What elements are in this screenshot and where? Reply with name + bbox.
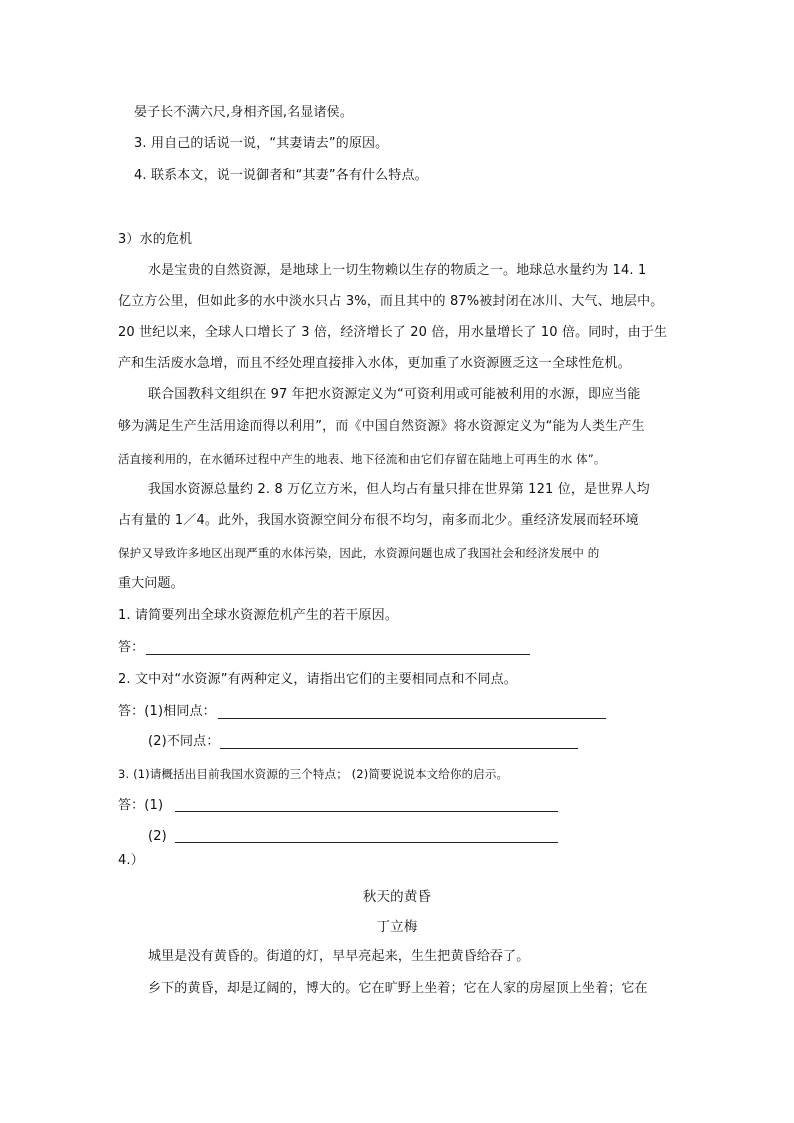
- section-heading: 3）水的危机: [118, 232, 193, 247]
- paragraph-line: 20 世纪以来，全球人口增长了 3 倍，经济增长了 20 倍，用水量增长了 10 倍。同时，由于生: [118, 325, 668, 340]
- answer-blank-same[interactable]: [218, 718, 606, 719]
- answer-blank-3-2[interactable]: [175, 842, 558, 843]
- paragraph-line: 重大问题。: [118, 576, 184, 591]
- paragraph-line: 我国水资源总量约 2. 8 万亿立方米，但人均占有量只排在世界第 121 位，是世界人均: [148, 482, 650, 497]
- question-1: 1. 请简要列出全球水资源危机产生的若干原因。: [118, 608, 398, 623]
- paragraph-line: 乡下的黄昏，却是辽阔的，博大的。它在旷野上坐着；它在人家的房屋顶上坐着；它在: [148, 981, 648, 996]
- paragraph-line: 保护又导致许多地区出现严重的水体污染，因此，水资源问题也成了我国社会和经济发展中 的: [118, 546, 600, 560]
- essay-title: 秋天的黄昏: [362, 889, 432, 905]
- paragraph-line: 亿立方公里，但如此多的水中淡水只占 3%，而且其中的 87%被封闭在冰川、大气、地层中。: [118, 294, 664, 309]
- paragraph-line: 水是宝贵的自然资源，是地球上一切生物赖以生存的物质之一。地球总水量约为 14. 1: [148, 263, 647, 278]
- paragraph-line: 城里是没有黄昏的。街道的灯，早早亮起来，生生把黄昏给吞了。: [148, 949, 530, 964]
- question-3: 3. 用自己的话说一说，“其妻请去”的原因。: [134, 136, 389, 151]
- text-line: 晏子长不满六尺,身相齐国,名显诸侯。: [134, 105, 353, 120]
- question-2: 2. 文中对“水资源”有两种定义，请指出它们的主要相同点和不同点。: [118, 672, 517, 687]
- essay-author: 丁立梅: [376, 919, 418, 935]
- answer-blank-diff[interactable]: [220, 748, 578, 749]
- paragraph-line: 活直接利用的，在水循环过程中产生的地表、地下径流和由它们存留在陆地上可再生的水 体”。: [118, 452, 606, 466]
- answer-label-same: 答：(1)相同点：: [118, 704, 216, 719]
- question-4: 4. 联系本文，说一说御者和“其妻”各有什么特点。: [134, 168, 428, 183]
- paragraph-line: 占有量的 1／4。此外，我国水资源空间分布很不均匀，南多而北少。重经济发展而轻环境: [118, 513, 639, 528]
- answer-label-3-2: (2): [148, 829, 167, 844]
- answer-label: 答：: [118, 640, 145, 655]
- answer-blank-3-1[interactable]: [175, 811, 558, 812]
- question-3: 3. (1)请概括出目前我国水资源的三个特点； (2)简要说说本文给你的启示。: [118, 767, 509, 781]
- paragraph-line: 够为满足生产生活用途而得以利用”，而《中国自然资源》将水资源定义为“能为人类生产生: [118, 419, 645, 434]
- answer-blank-1[interactable]: [146, 654, 530, 655]
- paragraph-line: 联合国教科文组织在 97 年把水资源定义为“可资利用或可能被利用的水源，即应当能: [148, 387, 641, 402]
- answer-label-diff: (2)不同点：: [148, 734, 220, 749]
- answer-label-3-1: 答：(1): [118, 798, 164, 813]
- question-4: 4.）: [118, 853, 144, 868]
- paragraph-line: 产和生活废水急增，而且不经处理直接排入水体，更加重了水资源匮乏这一全球性危机。: [118, 356, 631, 371]
